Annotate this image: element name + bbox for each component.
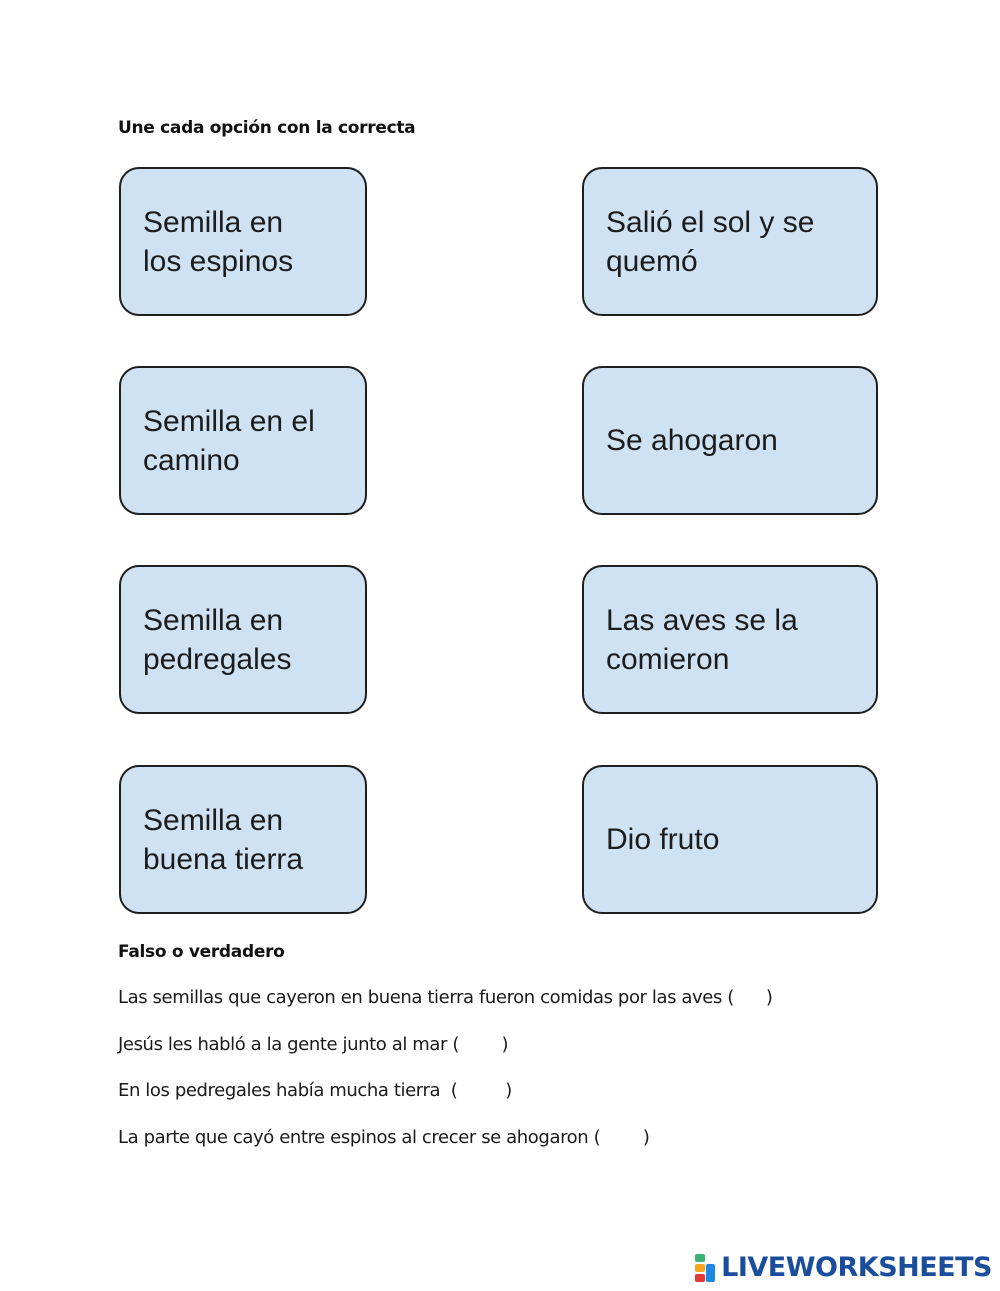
true-false-item-3: En los pedregales había mucha tierra ( ) <box>118 1080 512 1101</box>
match-card-left-3[interactable] <box>119 565 367 714</box>
match-card-right-4[interactable] <box>582 765 878 914</box>
card-text: Semilla en pedregales <box>143 603 292 676</box>
brand-name: LIVEWORKSHEETS <box>721 1252 992 1283</box>
true-false-item-1: Las semillas que cayeron en buena tierra fueron comidas por las aves ( ) <box>118 987 773 1008</box>
match-card-right-2[interactable] <box>582 366 878 515</box>
logo-block-blue <box>706 1264 715 1282</box>
card-text: Salió el sol y se quemó <box>606 205 815 278</box>
card-text: Se ahogaron <box>606 424 778 457</box>
card-text: Semilla en buena tierra <box>143 803 304 876</box>
card-text: Semilla en los espinos <box>143 205 294 278</box>
matching-heading: Une cada opción con la correcta <box>118 118 416 138</box>
match-card-left-4[interactable] <box>119 765 367 914</box>
liveworksheets-brand <box>695 1252 992 1283</box>
match-card-left-1[interactable] <box>119 167 367 316</box>
true-false-item-2: Jesús les habló a la gente junto al mar ( ) <box>118 1034 509 1055</box>
card-text: Semilla en el camino <box>143 404 315 477</box>
true-false-item-4: La parte que cayó entre espinos al crecer se ahogaron ( ) <box>118 1127 650 1148</box>
match-card-right-1[interactable] <box>582 167 878 316</box>
card-text: Las aves se la comieron <box>606 603 798 676</box>
card-text: Dio fruto <box>606 823 720 856</box>
logo-block-orange <box>695 1264 705 1272</box>
match-card-right-3[interactable] <box>582 565 878 714</box>
liveworksheets-logo-icon <box>695 1254 717 1282</box>
logo-block-red <box>695 1274 705 1282</box>
match-card-left-2[interactable] <box>119 366 367 515</box>
true-false-heading: Falso o verdadero <box>118 942 285 962</box>
logo-block-green <box>695 1254 705 1262</box>
